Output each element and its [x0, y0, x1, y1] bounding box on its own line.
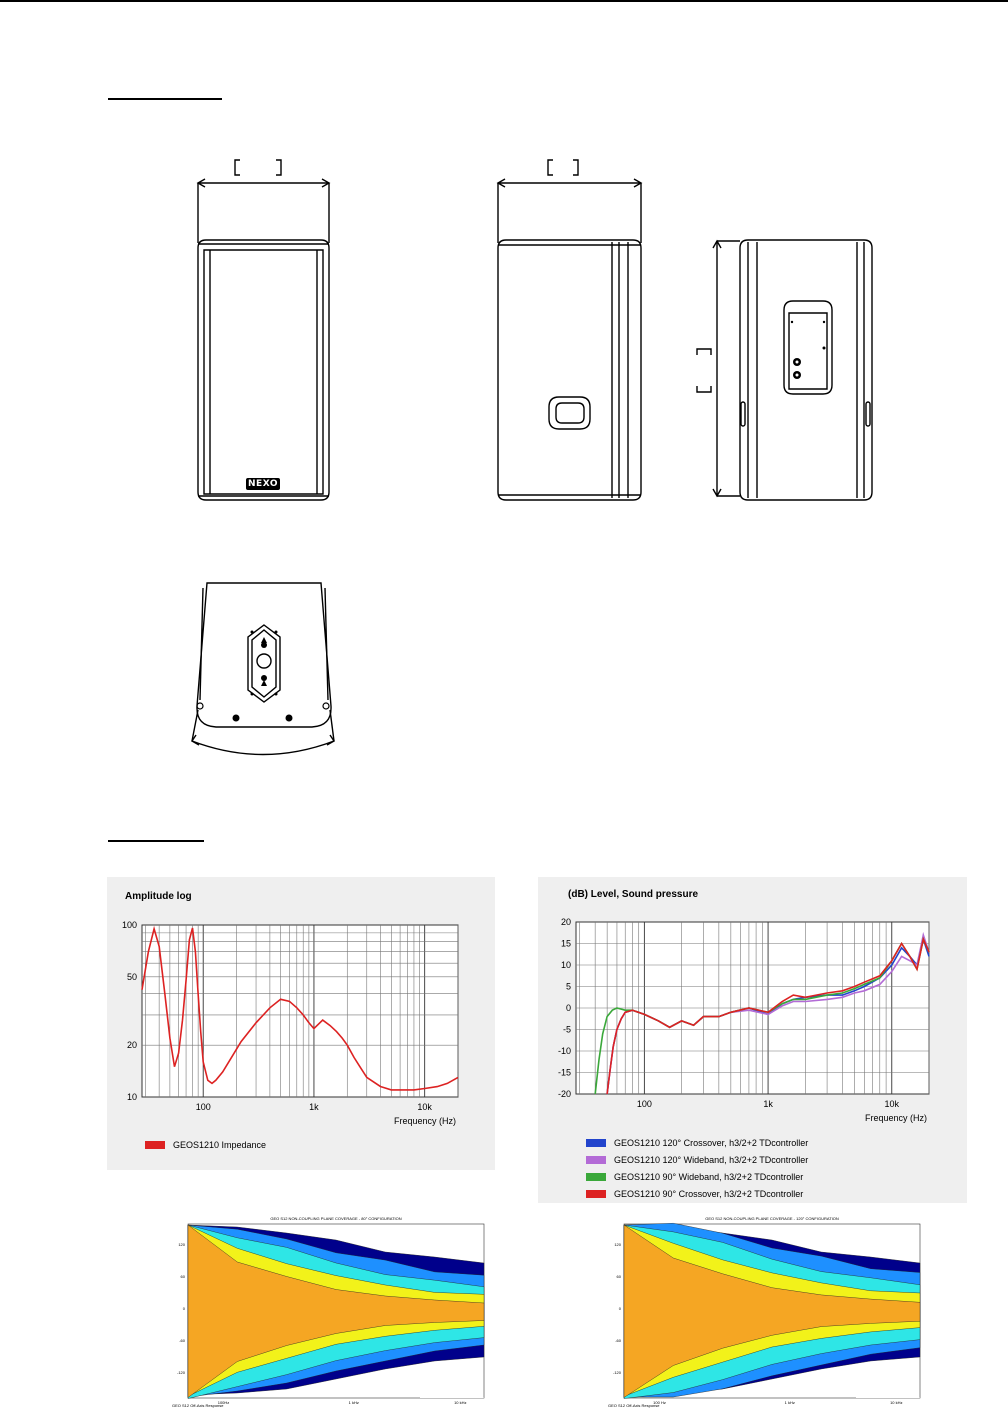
back-view-cabinet — [740, 240, 872, 500]
coverage-x-tick: 10 kHz — [890, 1400, 903, 1405]
coverage-x-tick: 10 kHz — [454, 1400, 467, 1405]
y-tick-label: 10 — [126, 1092, 137, 1102]
coverage-map-left — [170, 1212, 493, 1408]
coverage-y-tick: -60 — [615, 1338, 621, 1343]
legend-label-3: GEOS1210 90° Crossover, h3/2+2 TDcontroller — [614, 1189, 804, 1199]
coverage-x-tick: 1 kHz — [348, 1400, 359, 1405]
y-tick-label: 50 — [126, 971, 137, 982]
y-tick-label: 15 — [560, 938, 571, 949]
front-width-dimension — [198, 160, 329, 243]
y-tick-label: 100 — [121, 920, 137, 930]
coverage-map-right — [606, 1212, 929, 1408]
coverage-x-tick: 1 kHz — [784, 1400, 795, 1405]
coverage-y-tick: 120 — [178, 1242, 185, 1247]
x-tick-label: 100 — [636, 1099, 652, 1109]
header-rule — [0, 0, 1008, 2]
back-height-dimension — [697, 241, 740, 496]
coverage-map-right-plot — [606, 1212, 929, 1408]
y-tick-label: -5 — [562, 1024, 571, 1035]
chart-title: Amplitude log — [125, 891, 192, 902]
legend-label-0: GEOS1210 Impedance — [173, 1140, 267, 1150]
front-logo — [246, 478, 280, 490]
legend-label-1: GEOS1210 120° Wideband, h3/2+2 TDcontroller — [614, 1155, 809, 1165]
response-section-underline — [108, 840, 204, 842]
coverage-y-tick: 0 — [182, 1306, 185, 1311]
coverage-x-tick: 100 Hz — [653, 1400, 666, 1405]
y-tick-label: -20 — [557, 1089, 571, 1099]
bottom-view-cabinet — [192, 583, 334, 755]
coverage-y-tick: -60 — [179, 1338, 185, 1343]
coverage-y-tick: -120 — [612, 1370, 621, 1375]
y-tick-label: 20 — [126, 1040, 137, 1051]
x-tick-label: 1k — [763, 1099, 773, 1109]
legend-swatch-0 — [586, 1139, 606, 1147]
y-tick-label: 0 — [565, 1003, 571, 1013]
coverage-footer: GEO S12 Off-Axis Response — [608, 1403, 660, 1408]
side-width-dimension — [498, 160, 641, 243]
y-tick-label: -10 — [557, 1046, 571, 1056]
x-tick-label: 1k — [309, 1102, 319, 1112]
y-tick-label: -15 — [557, 1067, 571, 1078]
side-view-cabinet — [498, 240, 641, 500]
x-tick-label: 100 — [195, 1102, 211, 1112]
coverage-y-tick: -120 — [176, 1370, 185, 1375]
coverage-x-tick: 100Hz — [217, 1400, 230, 1405]
x-tick-label: 10k — [417, 1102, 432, 1112]
x-axis-label: Frequency (Hz) — [864, 1113, 927, 1123]
chart-title: (dB) Level, Sound pressure — [568, 889, 699, 900]
coverage-y-tick: 120 — [614, 1242, 621, 1247]
y-tick-label: 5 — [565, 981, 571, 992]
legend-swatch-3 — [586, 1190, 606, 1198]
coverage-footer: GEO S12 Off-Axis Response — [172, 1403, 224, 1408]
spl-chart — [538, 877, 967, 1203]
cabinet-fill-details — [197, 321, 826, 722]
y-tick-label: 20 — [560, 917, 571, 927]
cabinet-drawings — [0, 150, 1008, 780]
front-view-cabinet — [198, 240, 329, 500]
impedance-chart-panel — [107, 877, 495, 1170]
legend-swatch-0 — [145, 1141, 165, 1149]
front-logo-text: NEXO — [248, 479, 278, 489]
y-tick-label: 10 — [560, 960, 571, 970]
legend-label-0: GEOS1210 120° Crossover, h3/2+2 TDcontroller — [614, 1138, 809, 1148]
dimensions-section-underline — [108, 98, 222, 100]
legend-swatch-1 — [586, 1156, 606, 1164]
coverage-y-tick: 60 — [616, 1274, 621, 1279]
x-tick-label: 10k — [884, 1099, 900, 1109]
coverage-map-left-plot — [170, 1212, 493, 1408]
coverage-title: GEO S12 NON-COUPLING PLANE COVERAGE - 120° CONFIGURATION — [705, 1216, 839, 1221]
x-axis-label: Frequency (Hz) — [393, 1116, 456, 1126]
impedance-chart — [107, 877, 495, 1170]
legend-swatch-2 — [586, 1173, 606, 1181]
spl-chart-panel — [538, 877, 967, 1203]
coverage-y-tick: 60 — [180, 1274, 185, 1279]
coverage-y-tick: 0 — [618, 1306, 621, 1311]
coverage-title: GEO S12 NON-COUPLING PLANE COVERAGE - 80° CONFIGURATION — [270, 1216, 402, 1221]
legend-label-2: GEOS1210 90° Wideband, h3/2+2 TDcontroller — [614, 1172, 804, 1182]
